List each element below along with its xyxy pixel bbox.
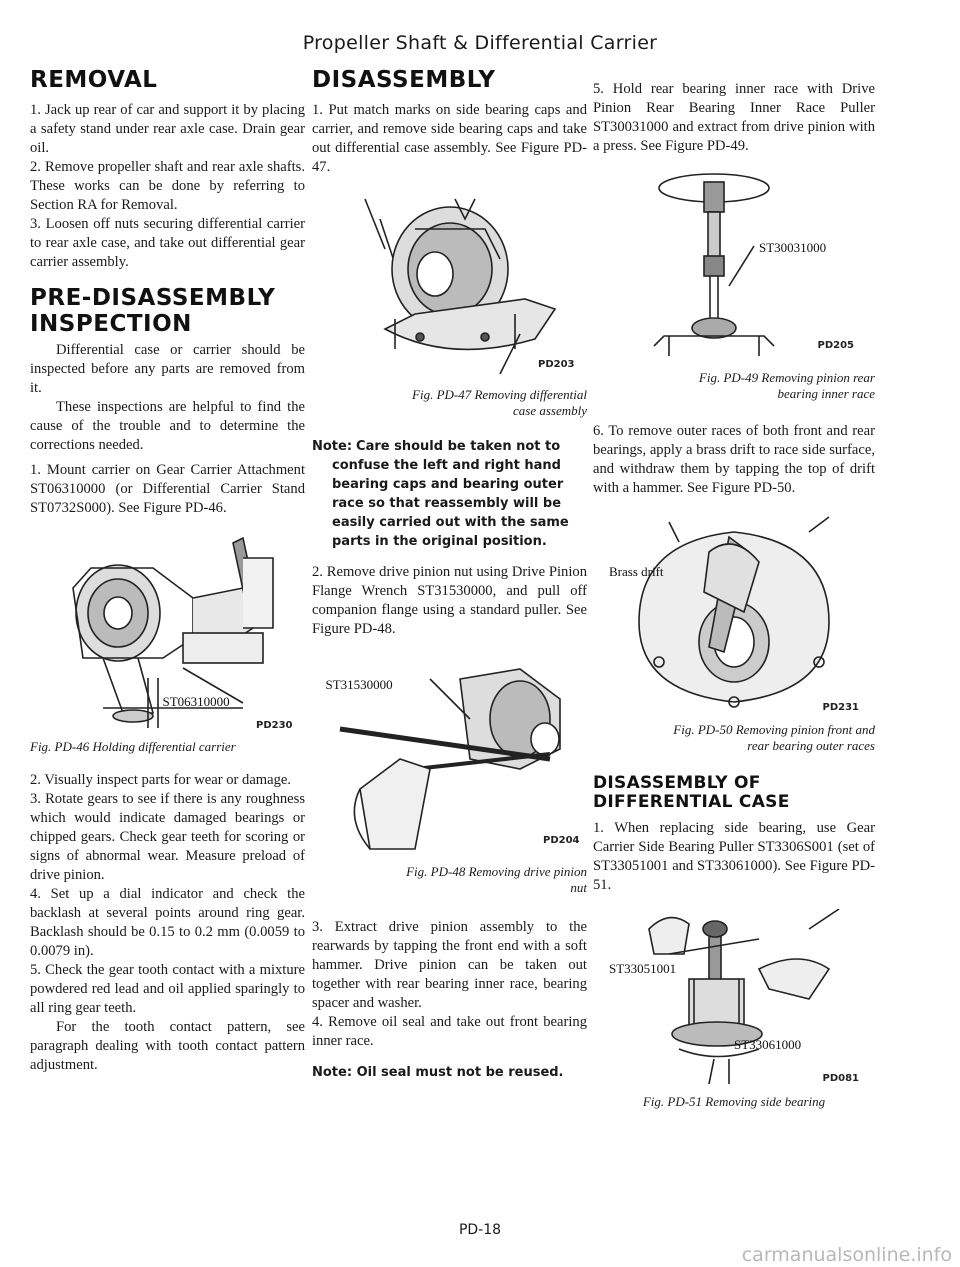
figure-pd-50 — [609, 512, 859, 712]
disassembly-step: 1. When replacing side bearing, use Gear Carrier Side Bearing Puller ST3306S001 (set of ST33051001 and ST33061000). See Figure PD-51. — [593, 820, 875, 894]
fig50-tool-label: Brass drift — [609, 564, 664, 579]
disassembly-step: 6. To remove outer races of both front and rear bearings, apply a brass drift to race side surface, and withdraw them by tapping the top of drift with a hammer. See Figure PD-50. — [593, 423, 875, 496]
page-number: PD-18 — [458, 1222, 502, 1238]
disassembly-step: 2. Remove drive pinion nut using Drive Pinion Flange Wrench ST31530000, and pull off companion flange using a standard puller. See Figure PD-48. — [312, 564, 587, 638]
removal-heading: REMOVAL — [30, 67, 158, 93]
column-right — [593, 68, 875, 1110]
fig48-code: PD204 — [542, 835, 580, 847]
side-bearing-puller-illustration — [609, 909, 859, 1084]
figure-pd-48 — [320, 659, 580, 854]
fig51-tool-label-1: ST33051001 — [609, 961, 677, 977]
fig50-caption-line1: Fig. PD-50 Removing pinion front and — [673, 722, 875, 737]
inspection-step: 5. Check the gear tooth contact with a mixture powdered red lead and oil applied sparingly to all ring gear teeth. — [30, 961, 305, 1016]
removal-step: 2. Remove propeller shaft and rear axle shafts. These works can be done by referring to Section RA for Removal. — [30, 159, 305, 214]
fig46-tool-label: ST06310000 — [162, 693, 230, 709]
fig51-code: PD081 — [822, 1073, 859, 1085]
fig46-caption: Fig. PD-46 Holding differential carrier — [30, 738, 236, 754]
watermark: carmanualsonline.info — [741, 1244, 952, 1266]
fig51-tool-label-2: ST33061000 — [734, 1037, 802, 1053]
fig49-code: PD205 — [817, 340, 854, 351]
column-middle — [312, 68, 587, 1082]
page-header: Propeller Shaft & Differential Carrier — [302, 32, 658, 54]
fig49-tool-label: ST30031000 — [759, 240, 827, 255]
figure-pd-46 — [43, 528, 293, 733]
brass-drift-bearing-race-illustration — [609, 512, 859, 712]
oil-seal-note: Note: Oil seal must not be reused. — [312, 1065, 564, 1081]
fig46-code: PD230 — [255, 719, 293, 731]
inspection-step: 2. Visually inspect parts for wear or damage. — [30, 771, 292, 788]
disassembly-step: 5. Hold rear bearing inner race with Drive Pinion Rear Bearing Inner Race Puller ST30031000 and extract from drive pinion with a press. See Figure PD-49. — [593, 81, 875, 154]
fig47-caption-line1: Fig. PD-47 Removing differential — [412, 387, 587, 403]
removal-step: 3. Loosen off nuts securing differential carrier to rear axle case, and take out differential gear carrier assembly. — [30, 216, 305, 271]
fig47-caption-line2: case assembly — [512, 403, 587, 419]
fig47-code: PD203 — [537, 359, 575, 371]
pre-disassembly-heading: PRE-DISASSEMBLY — [30, 285, 276, 312]
fig48-tool-label: ST31530000 — [325, 677, 393, 693]
differential-case-removal-illustration — [325, 189, 575, 379]
pinion-rear-bearing-puller-illustration — [614, 166, 854, 366]
disassembly-step: 3. Extract drive pinion assembly to the rearwards by tapping the front end with a soft hammer. Drive pinion can be taken out together with rear bearing inner race, bearing spacer and washer. — [312, 919, 587, 1012]
paragraph: Differential case or carrier should be inspected before any parts are removed from it. — [30, 341, 305, 396]
note-text: confuse the left and right hand bearing caps and bearing outer race so that reassembly will be easily carried out with the same parts in the original position. — [332, 458, 569, 550]
paragraph: For the tooth contact pattern, see paragraph dealing with tooth contact pattern adjustment. — [30, 1018, 305, 1073]
inspection-step: 4. Set up a dial indicator and check the backlash at several points around ring gear. Backlash should be 0.15 to 0.2 mm (0.0059 to 0.0079 in). — [30, 885, 305, 959]
differential-case-heading-line2: DIFFERENTIAL CASE — [593, 791, 790, 812]
figure-pd-47 — [325, 189, 575, 379]
fig50-code: PD231 — [822, 702, 859, 713]
paragraph: These inspections are helpful to find the cause of the trouble and to determine the corrections needed. — [30, 398, 305, 453]
differential-case-heading-line1: DISASSEMBLY OF — [593, 773, 761, 793]
inspection-heading: INSPECTION — [30, 310, 192, 337]
fig48-caption-line2: nut — [570, 880, 587, 896]
fig49-caption-line2: bearing inner race — [777, 386, 875, 401]
fig49-caption-line1: Fig. PD-49 Removing pinion rear — [698, 370, 875, 385]
fig51-caption: Fig. PD-51 Removing side bearing — [642, 1094, 826, 1110]
column-left — [30, 68, 305, 1075]
figure-pd-49 — [614, 166, 854, 366]
figure-pd-51 — [609, 909, 859, 1084]
note-text-first: Care should be taken not to — [356, 439, 561, 455]
disassembly-step: 1. Put match marks on side bearing caps and carrier, and remove side bearing caps and take out differential case assembly. See Figure PD-47. — [312, 102, 587, 176]
disassembly-step: 4. Remove oil seal and take out front bearing inner race. — [312, 1014, 587, 1050]
inspection-step: 1. Mount carrier on Gear Carrier Attachment ST06310000 (or Differential Carrier Stand ST0732S000). See Figure PD-46. — [30, 461, 305, 516]
fig48-caption-line1: Fig. PD-48 Removing drive pinion — [406, 864, 587, 880]
inspection-step: 3. Rotate gears to see if there is any roughness which would indicate damaged bearings or chipped gears. Check gear teeth for scoring or signs of abnormal wear. Measure preload of drive pinion. — [30, 790, 305, 883]
fig50-caption-line2: rear bearing outer races — [747, 738, 875, 753]
note-label: Note: — [312, 439, 353, 455]
removal-step: 1. Jack up rear of car and support it by placing a safety stand under rear axle case. Drain gear oil. — [30, 102, 305, 157]
disassembly-heading: DISASSEMBLY — [312, 67, 496, 93]
